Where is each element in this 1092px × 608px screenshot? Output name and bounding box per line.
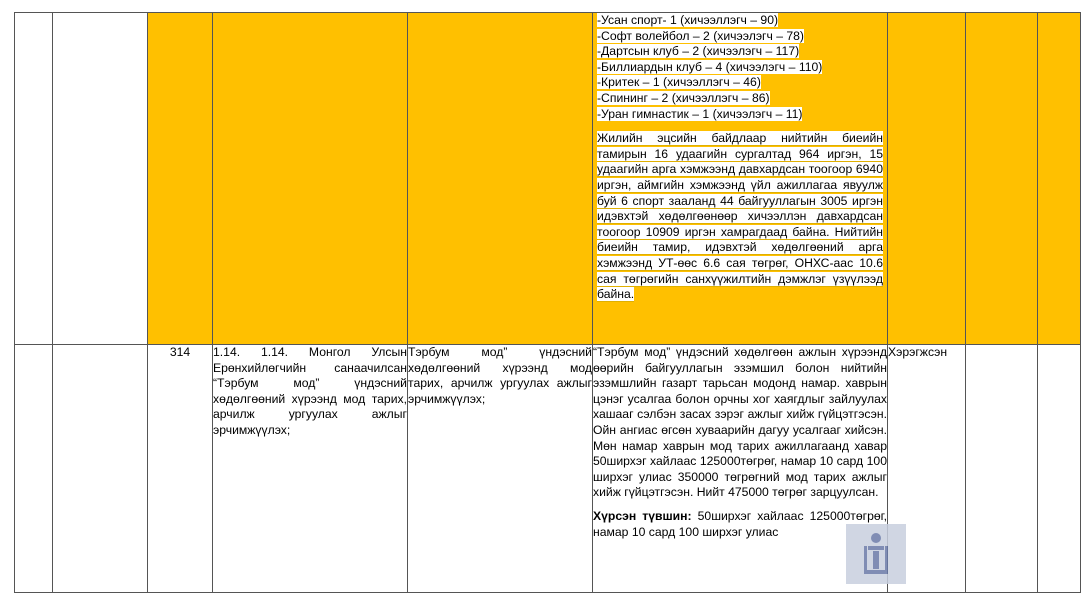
report-text: “Тэрбум мод” үндэсний хөдөлгөөн ажлын хүрээнд өөрийн байгууллагын эзэмшил болон нийтийн эзэмшлийн газарт тарьсан модонд намар. хаврын цэнэг усалгаа болон орчны хог хаягдлыг зайлуулах хашааг сэлбэн засах зэрэг ажлыг хийж гүйцэтгэсэн. Ойн ангиас өгсөн хуваарийн дагуу усалгааг хийсэн. Мөн намар хаврын мод тарих ажиллагаанд хавар 50ширхэг хайлаас 125000төгрөг, намар 10 сард 100 ширхэг улиас 350000 төгрөгний мод тарих ажлыг хийж гүйцэтгэсэн. Нийт 475000 төгрөг зарцуулсан. [593,345,887,500]
cell-extra-empty-2 [1038,13,1081,345]
sport-item: -Биллиардын клуб – 4 (хичээлэгч – 110) [597,59,823,74]
status-cell: Хэрэгжсэн [888,345,966,593]
table-row-continued [15,13,1081,345]
soyombo-icon [846,524,906,584]
sport-item: -Критек – 1 (хичээллэгч – 46) [597,75,761,90]
measure-text: Тэрбум мод” үндэсний хөдөлгөөний хүрээнд мод тарих, арчилж ургуулах ажлыг эрчимжүүлэх; [408,345,593,593]
cell-blank-2 [53,13,148,345]
report-cell [593,345,888,593]
cell-measure-empty [408,13,593,345]
cell-blank-1 [15,13,53,345]
sport-item: -Уран гимнастик – 1 (хичээлэгч – 11) [597,106,803,121]
table-row-314 [15,345,1081,593]
cell-number-empty [148,13,213,345]
sport-item: -Спининг – 2 (хичээллэгч – 86) [597,90,770,105]
level-paragraph [593,509,887,540]
program-item: 1.14. 1.14. Монгол Улсын Ерөнхийлөгчийн санаачилсан “Тэрбум мод” үндэсний хөдөлгөөний хүрээнд мод тарих, арчилж ургуулах ажлыг эрчимжүүлэх; [213,345,408,593]
level-label: Хүрсэн түвшин: [593,508,692,523]
cell-extra-empty-1 [966,345,1038,593]
cell-extra-empty-1 [966,13,1038,345]
sport-item: -Усан спорт- 1 (хичээллэгч – 90) [597,13,779,27]
cell-blank-2 [53,345,148,593]
cell-report-sports [593,13,888,345]
cell-extra-empty-2 [1038,345,1081,593]
emblem-watermark-icon [846,524,906,584]
cell-status-empty [888,13,966,345]
level-text: 50ширхэг хайлаас 125000төгрөг, намар 10 сард 100 ширхэг улиас [593,508,887,539]
cell-blank-1 [15,345,53,593]
report-table [14,12,1081,593]
sport-item: -Дартсын клуб – 2 (хичээлэгч – 117) [597,44,800,59]
cell-program-empty [213,13,408,345]
sport-item: -Софт волейбол – 2 (хичээлэгч – 78) [597,28,804,43]
row-number: 314 [148,345,213,593]
summary-paragraph: Жилийн эцсийн байдлаар нийтийн биеийн тамирын 16 удаагийн сургалтад 964 иргэн, 15 удаагийн арга хэмжээнд давхардсан тоогоор 6940 иргэн, аймгийн хэмжээнд үйл ажиллагаа явуулж буй 6 спорт зааланд 44 байгууллагын 3005 иргэн идэвхтэй хөдөлгөөнөөр хичээллэн давхардсан тоогоор 10909 иргэн хамрагдаад байна. Нийтийн биеийн тамир, идэвхтэй хөдөлгөөний арга хэмжээнд УТ-өөс 6.6 сая төгрөг, ОНХС-аас 10.6 сая төгрөгийн санхүүжилтийн дэмжлэг үзүүлээд байна. [597,131,883,302]
